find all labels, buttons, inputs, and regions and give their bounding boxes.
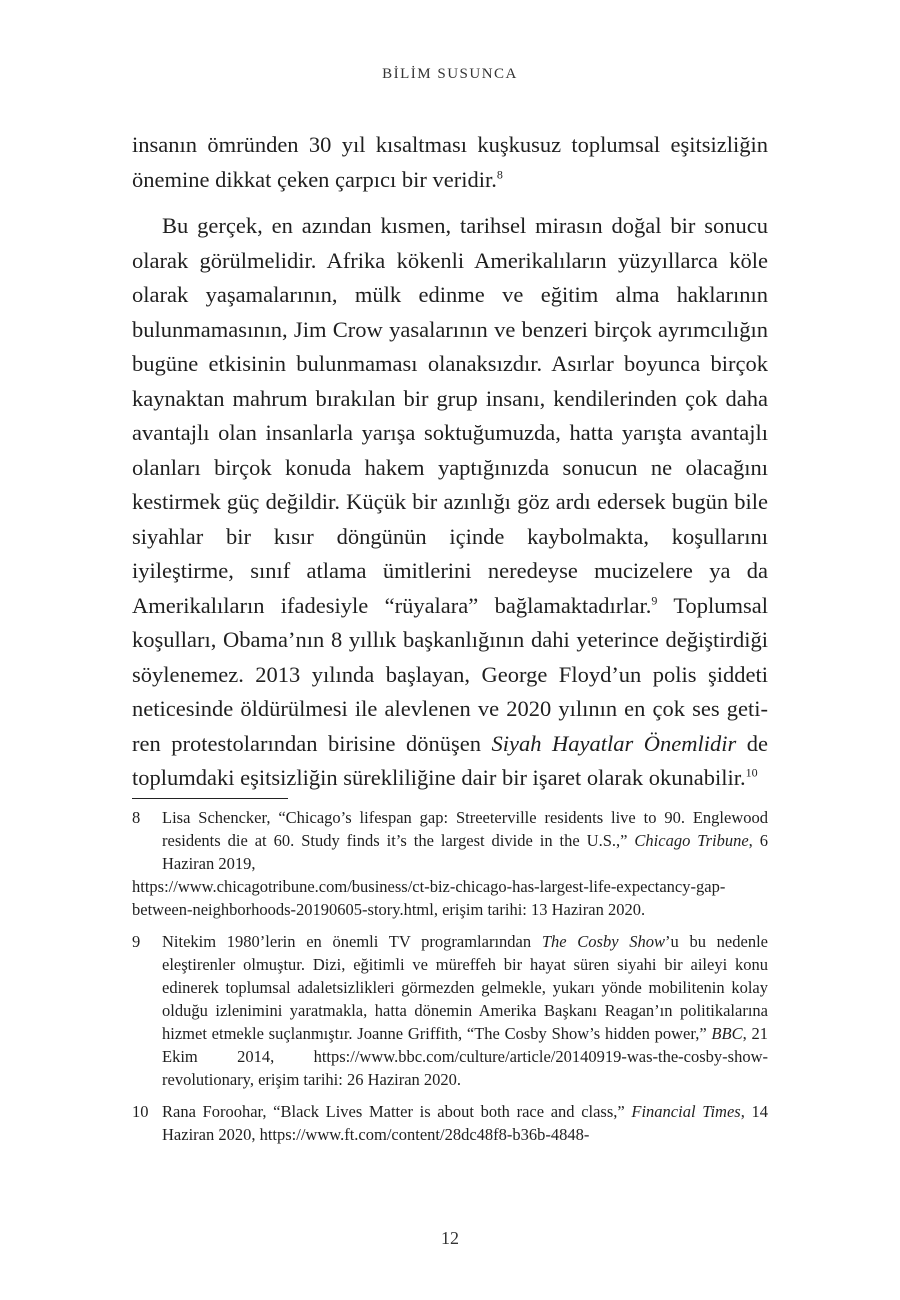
footnote-9-text-b: ’u bu nedenle eleştirenler olmuştur. Dizi, eğitimli ve müreffeh bir hayat süren siyahi bir aileyi konu edinerek toplumsal adaletsizlikleri görmezden gelmekle, yukarı yönde mobilitenin kolay olduğu izlenimini yaratmakla, hatta dönemin Amerika Başkanı Reagan’ın politikalarına hizmet etmekle suçlanmıştır. Joanne Griffith, “The Cosby Show’s hidden power,” [162,932,768,1043]
footnote-9-italic-1: The Cosby Show [541,932,666,951]
footnote-number: 8 [132,808,141,827]
paragraph-2-text-a: Bu gerçek, en azından kısmen, tarihsel mirasın doğal bir sonucu olarak görülmelidir. Afrika kökenli Amerikalıların yüzyıllarca köle olarak yaşamalarının, mülk edinme ve eğitim alma haklarının bulunmamasının, Jim Crow yasalarının ve benzeri birçok ayrımcılığın bugüne etkisinin bulunmaması olanaksızdır. Asırlar boyunca birçok kaynaktan mahrum bırakılan bir grup insanı, kendilerinden çok daha avantajlı olan insanlarla yarışa soktuğumuzda, hatta yarışta avantajlı olanları birçok konuda hakem yaptığınızda sonucun ne olacağını kestirmek güç değildir. Küçük bir azınlığı göz ardı edersek bugün bile siyahlar bir kısır döngünün içinde kaybolmakta, koşullarını iyileştirme, sınıf atlama ümitlerini neredeyse mucizelere ya da Amerikalıların ifadesiyle “rüyalara” bağlamaktadırlar. [132,213,768,618]
footnote-number: 10 [132,1102,149,1121]
footnote-10-text-a: Rana Foroohar, “Black Lives Matter is about both race and class,” [162,1102,632,1121]
footnote-8-text: Lisa Schencker, “Chicago’s lifespan gap: Streeterville residents live to 90. Englewood residents die at 60. Study finds it’s the largest divide in the U.S.,” [162,808,768,850]
footnote-divider [132,798,288,799]
paragraph-2-italic: Siyah Hayatlar Önemlidir [491,730,737,756]
footnote-9 [132,930,768,1091]
footnotes [132,806,768,1155]
footnote-9-text-c: , 21 Ekim 2014, https://www.bbc.com/culture/article/20140919-was-the-cosby-show-revolutionary, erişim tarihi: 26 Haziran 2020. [162,1024,768,1089]
footnote-10-italic: Financial Times [631,1102,741,1121]
paragraph-2-text-b: Toplumsal koşulları, Obama’nın 8 yıllık başkanlığının dahi yeterince değiştirdiği söylenemez. 2013 yılında başlayan, George Floyd’un polis şiddeti neticesinde öldürülmesi ile alevlenen ve 2020 yılının en çok ses getiren protestolarından birisine dönüşen [132,592,769,756]
main-text [132,128,768,796]
footnote-ref-10[interactable]: 10 [745,765,758,780]
footnote-8-tail: , 6 Haziran 2019, [162,831,768,873]
footnote-10 [132,1100,768,1146]
footnote-8-italic: Chicago Tribune [634,831,749,850]
footnote-text [162,930,768,1091]
page-number: 12 [441,1228,459,1248]
footnote-8 [132,806,768,921]
running-header: BİLİM SUSUNCA [382,66,518,82]
paragraph-1-text: insanın ömründen 30 yıl kısaltması kuşkusuz toplumsal eşitsizliğin önemine dikkat çeken çarpıcı bir veridir. [132,132,768,192]
footnote-text [162,1100,768,1146]
footnote-ref-9[interactable]: 9 [651,593,658,607]
footnote-9-italic-2: BBC [711,1024,743,1043]
footnote-text [162,806,768,875]
footnote-ref-8[interactable]: 8 [496,167,503,181]
footnote-number: 9 [132,932,141,951]
paragraph-1 [132,128,768,197]
footnote-8-url[interactable]: https://www.chicagotribune.com/business/ct-biz-chicago-has-largest-life-expectancy-gap-between-neighborhoods-20190605-story.html, erişim tarihi: 13 Haziran 2020. [132,877,726,919]
paragraph-2-text-c: de toplumdaki eşitsizliğin sürekliliğine dair bir işaret olarak okunabilir. [132,730,769,790]
paragraph-2 [132,209,768,796]
footnote-9-text-a: Nitekim 1980’lerin en önemli TV programlarından [162,932,542,951]
footnote-10-text-b: , 14 Haziran 2020, https://www.ft.com/content/28dc48f8-b36b-4848- [162,1102,768,1144]
